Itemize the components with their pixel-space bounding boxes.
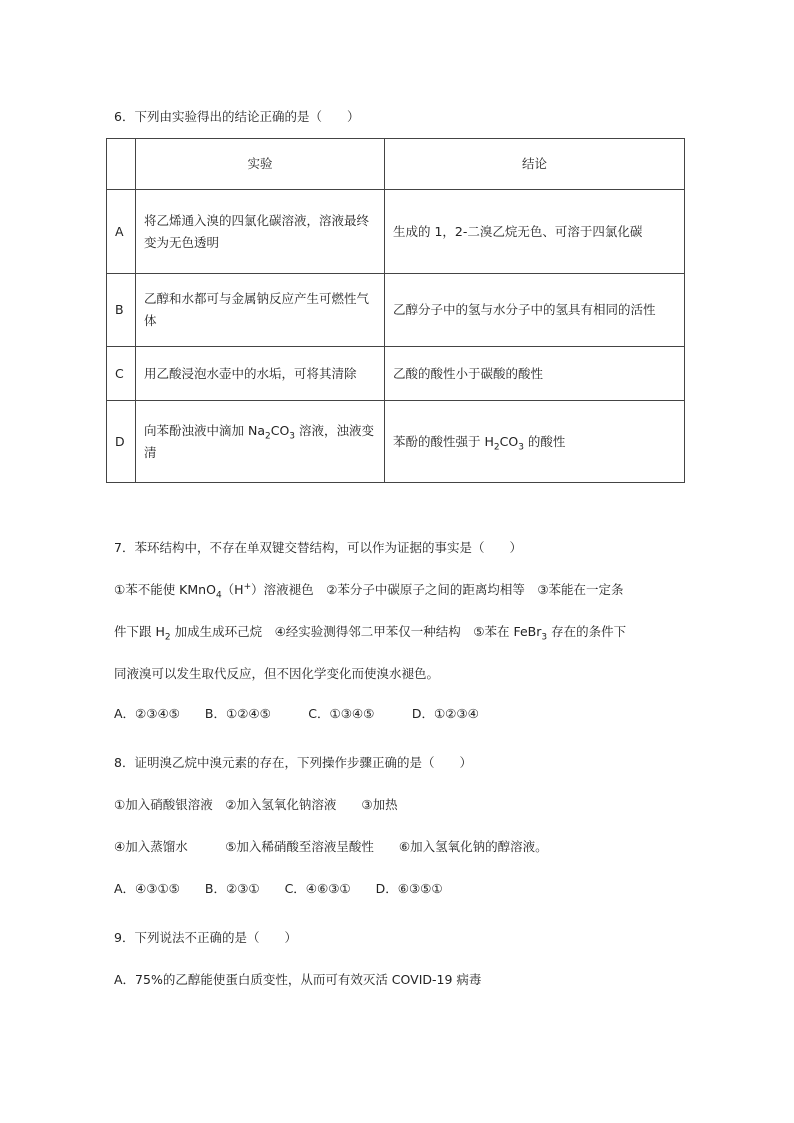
table-row [107,274,685,347]
row-label: B [107,274,136,347]
row-label: A [107,190,136,274]
q9-option-a: A．75%的乙醇能使蛋白质变性，从而可有效灭活 COVID-19 病毒 [114,972,482,987]
q8-step-line-2: ④加入蒸馏水 ⑤加入稀硝酸至溶液呈酸性 ⑥加入氢氧化钠的醇溶液。 [114,839,548,854]
header-experiment: 实验 [136,139,385,190]
q7-fact-line-1: ①苯不能使 KMnO$_4$（H+）溶液褪色 ②苯分子中碳原子之间的距离均相等 ③苯能在一定条 [114,581,624,601]
q8-stem: 8．证明溴乙烷中溴元素的存在，下列操作步骤正确的是（ ） [114,755,472,770]
table-row [107,401,685,483]
conclusion-cell: 乙酸的酸性小于碳酸的酸性 [385,347,685,401]
experiment-cell: 用乙酸浸泡水壶中的水垢，可将其清除 [136,347,385,401]
q7-fact-line-3: 同液溴可以发生取代反应，但不因化学变化而使溴水褪色。 [114,666,440,681]
row-label: C [107,347,136,401]
experiment-cell: 乙醇和水都可与金属钠反应产生可燃性气体 [136,274,385,347]
conclusion-cell: 乙醇分子中的氢与水分子中的氢具有相同的活性 [385,274,685,347]
header-blank-cell [107,139,136,190]
table-row [107,190,685,274]
row-label: D [107,401,136,483]
conclusion-cell: 生成的 1，2-二溴乙烷无色、可溶于四氯化碳 [385,190,685,274]
q8-step-line-1: ①加入硝酸银溶液 ②加入氢氧化钠溶液 ③加热 [114,797,398,812]
experiment-cell: 将乙烯通入溴的四氯化碳溶液，溶液最终变为无色透明 [136,190,385,274]
header-conclusion: 结论 [385,139,685,190]
conclusion-cell: 苯酚的酸性强于 $H_2CO_3$ 的酸性 [385,401,685,483]
q7-stem: 7．苯环结构中，不存在单双键交替结构，可以作为证据的事实是（ ） [114,540,522,555]
table-header-row [107,139,685,190]
q7-fact-line-2: 件下跟 $H_2$ 加成生成环己烷 ④经实验测得邻二甲苯仅一种结构 ⑤苯在 FeBr$_3$ 存在的条件下 [114,624,627,643]
q6-stem: 6．下列由实验得出的结论正确的是（ ） [114,109,360,124]
q6-table [106,138,685,483]
q9-stem: 9．下列说法不正确的是（ ） [114,930,297,945]
q7-options: A．②③④⑤ B．①②④⑤ C．①③④⑤ D．①②③④ [114,706,479,721]
table-row [107,347,685,401]
q8-options: A．④③①⑤ B．②③① C．④⑥③① D．⑥③⑤① [114,881,443,896]
experiment-cell: 向苯酚浊液中滴加 $Na_2CO_3$ 溶液，浊液变清 [136,401,385,483]
